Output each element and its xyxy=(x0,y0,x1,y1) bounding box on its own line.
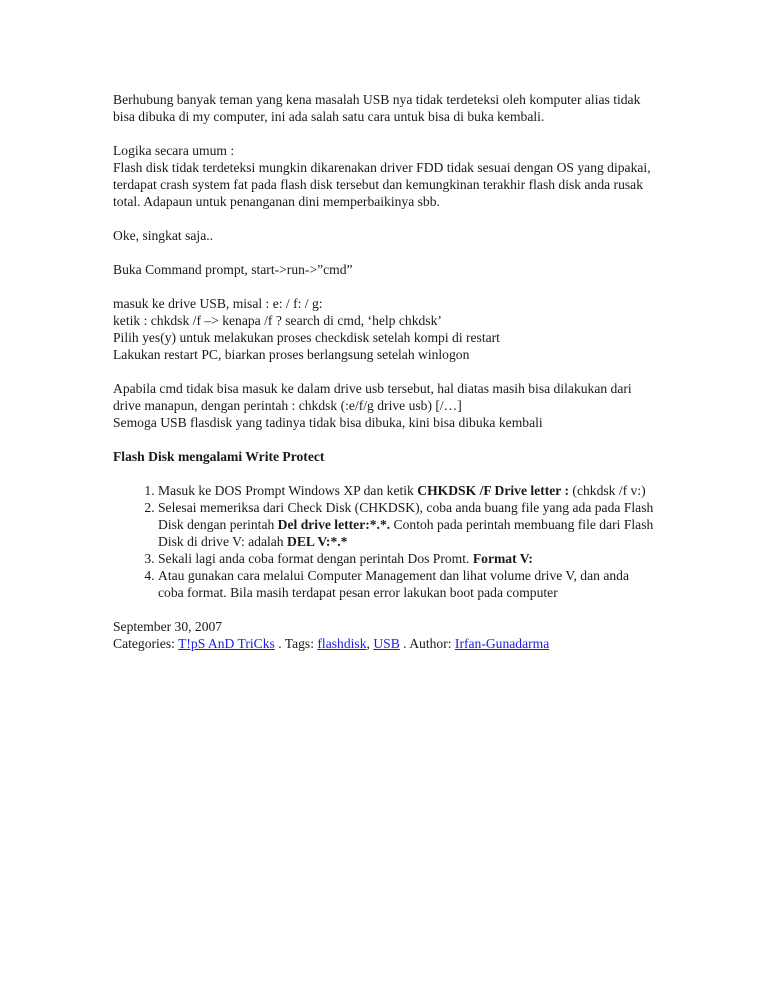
oke-paragraph: Oke, singkat saja.. xyxy=(113,228,214,243)
write-protect-list xyxy=(113,482,658,601)
buka-paragraph: Buka Command prompt, start->run->”cmd” xyxy=(113,262,353,277)
command-text: Del drive letter:*.*. xyxy=(277,517,391,532)
logic-title: Logika secara umum : xyxy=(113,143,235,158)
step-line: masuk ke drive USB, misal : e: / f: / g: xyxy=(113,296,323,311)
intro-paragraph: Berhubung banyak teman yang kena masalah USB nya tidak terdeteksi oleh komputer alias tidak bisa dibuka di my computer, ini ada salah satu cara untuk bisa di buka kembali. xyxy=(113,92,641,124)
list-item xyxy=(158,567,658,601)
category-link[interactable]: T!pS AnD TriCks xyxy=(178,636,275,651)
document-body xyxy=(113,91,658,669)
apabila-line: Apabila cmd tidak bisa masuk ke dalam drive usb tersebut, hal diatas masih bisa dilakukan dari drive manapun, dengan perintah : chkdsk (:e/f/g drive usb) [/…] xyxy=(113,381,632,413)
list-item-text: Masuk ke DOS Prompt Windows XP dan ketik xyxy=(158,483,418,498)
author-label: . Author: xyxy=(403,636,452,651)
step-line: Lakukan restart PC, biarkan proses berlangsung setelah winlogon xyxy=(113,347,470,362)
command-text: DEL V:*.* xyxy=(287,534,348,549)
steps-paragraph xyxy=(113,295,658,363)
logic-body: Flash disk tidak terdeteksi mungkin dikarenakan driver FDD tidak sesuai dengan OS yang dipakai, terdapat crash system fat pada flash disk tersebut dan kemungkinan terakhir flash disk anda rusak total. Adapaun untuk penanganan dini memperbaikinya sbb. xyxy=(113,160,651,209)
step-line: ketik : chkdsk /f –> kenapa /f ? search di cmd, ‘help chkdsk’ xyxy=(113,313,442,328)
list-item-text: Contoh pada perintah membuang file dari Flash Disk di drive V: adalah xyxy=(158,517,654,549)
list-item xyxy=(158,482,658,499)
apabila-line: Semoga USB flasdisk yang tadinya tidak bisa dibuka, kini bisa dibuka kembali xyxy=(113,415,543,430)
post-date: September 30, 2007 xyxy=(113,619,223,634)
command-text: CHKDSK /F Drive letter : xyxy=(417,483,570,498)
author-link[interactable]: Irfan-Gunadarma xyxy=(454,636,550,651)
tag-link-flashdisk[interactable]: flashdisk xyxy=(317,636,367,651)
list-item-text: Atau gunakan cara melalui Computer Management dan lihat volume drive V, dan anda coba format. Bila masih terdapat pesan error lakukan boot pada computer xyxy=(158,568,629,600)
apabila-paragraph xyxy=(113,380,658,431)
tag-link-usb[interactable]: USB xyxy=(373,636,400,651)
list-item-text: Sekali lagi anda coba format dengan perintah Dos Promt. xyxy=(158,551,473,566)
write-protect-heading: Flash Disk mengalami Write Protect xyxy=(113,449,325,464)
post-footer xyxy=(113,618,658,652)
tag-separator: , xyxy=(366,636,370,651)
categories-label: Categories: xyxy=(113,636,175,651)
tags-label: . Tags: xyxy=(278,636,314,651)
command-text: Format V: xyxy=(472,551,533,566)
step-line: Pilih yes(y) untuk melakukan proses checkdisk setelah kompi di restart xyxy=(113,330,500,345)
list-item-text: Selesai memeriksa dari Check Disk (CHKDSK), coba anda buang file yang ada pada Flash Disk dengan perintah xyxy=(158,500,654,532)
list-item-text: (chkdsk /f v:) xyxy=(569,483,646,498)
list-item xyxy=(158,550,658,567)
logic-paragraph xyxy=(113,142,658,210)
list-item xyxy=(158,499,658,550)
